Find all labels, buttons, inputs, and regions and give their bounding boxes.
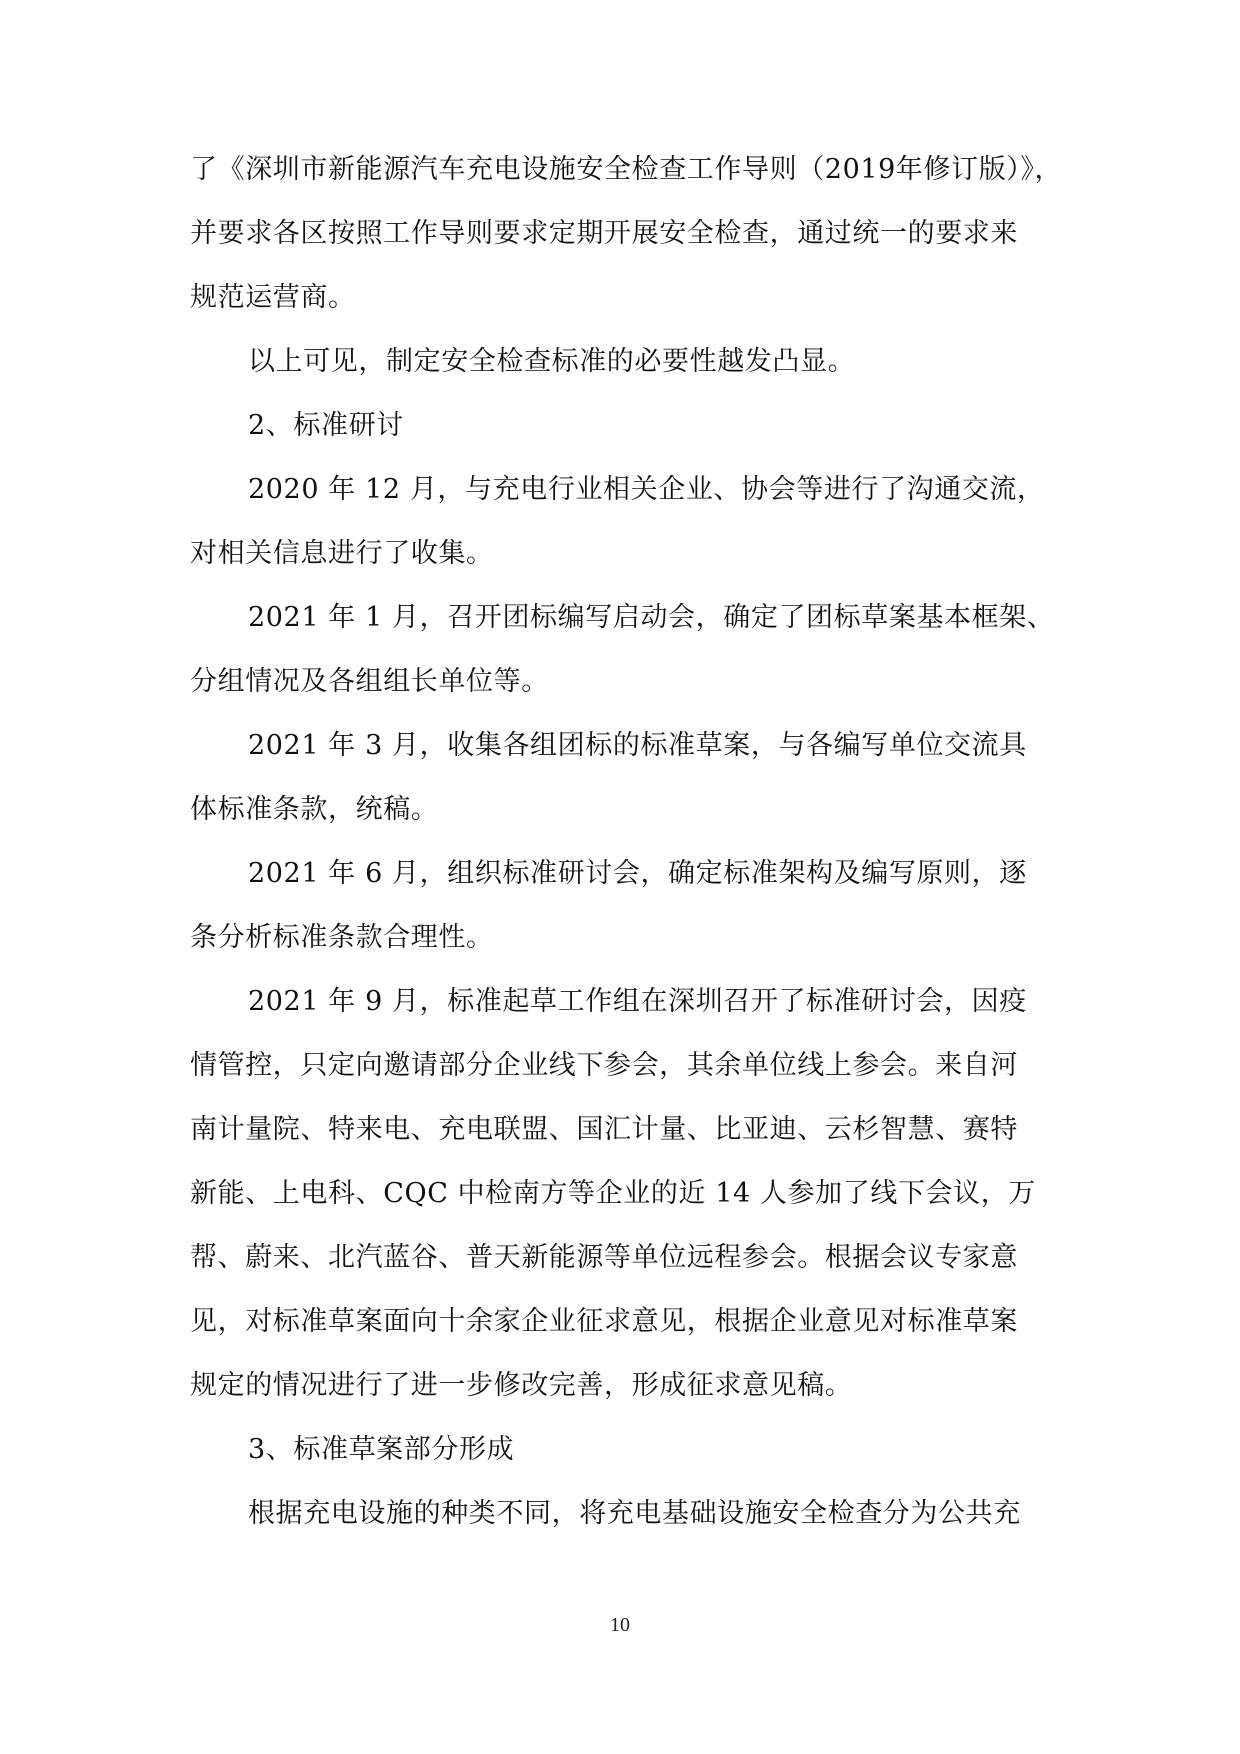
page-number: 10 [610, 1614, 630, 1636]
paragraph-first-line: 以上可见，制定安全检查标准的必要性越发凸显。 [248, 346, 856, 377]
text-line: 规定的情况进行了进一步修改完善，形成征求意见稿。 [190, 1370, 853, 1401]
text-line: 对相关信息进行了收集。 [190, 538, 494, 569]
text-line: 分组情况及各组组长单位等。 [190, 666, 549, 697]
paragraph-first-line: 2020 年 12 月，与充电行业相关企业、协会等进行了沟通交流， [248, 474, 1045, 505]
section-heading: 3、标准草案部分形成 [248, 1434, 515, 1465]
text-line: 情管控，只定向邀请部分企业线下参会，其余单位线上参会。来自河 [190, 1050, 1018, 1081]
paragraph-first-line: 2021 年 3 月，收集各组团标的标准草案，与各编写单位交流具 [248, 730, 1027, 761]
paragraph-first-line: 2021 年 6 月，组织标准研讨会，确定标准架构及编写原则，逐 [248, 858, 1027, 889]
paragraph-first-line: 2021 年 1 月，召开团标编写启动会，确定了团标草案基本框架、 [248, 602, 1055, 633]
text-line: 规范运营商。 [190, 282, 356, 313]
text-line: 了《深圳市新能源汽车充电设施安全检查工作导则（2019年修订版）》， [190, 154, 1063, 185]
text-line: 条分析标准条款合理性。 [190, 922, 494, 953]
text-line: 南计量院、特来电、充电联盟、国汇计量、比亚迪、云杉智慧、赛特 [190, 1114, 1018, 1145]
text-line: 体标准条款，统稿。 [190, 794, 439, 825]
text-line: 新能、上电科、CQC 中检南方等企业的近 14 人参加了线下会议，万 [190, 1178, 1036, 1209]
paragraph-first-line: 2021 年 9 月，标准起草工作组在深圳召开了标准研讨会，因疫 [248, 986, 1027, 1017]
section-heading: 2、标准研讨 [248, 410, 404, 441]
text-line: 帮、蔚来、北汽蓝谷、普天新能源等单位远程参会。根据会议专家意 [190, 1242, 1018, 1273]
text-line: 见，对标准草案面向十余家企业征求意见，根据企业意见对标准草案 [190, 1306, 1018, 1337]
paragraph-first-line: 根据充电设施的种类不同，将充电基础设施安全检查分为公共充 [248, 1498, 1021, 1529]
text-line: 并要求各区按照工作导则要求定期开展安全检查，通过统一的要求来 [190, 218, 1018, 249]
